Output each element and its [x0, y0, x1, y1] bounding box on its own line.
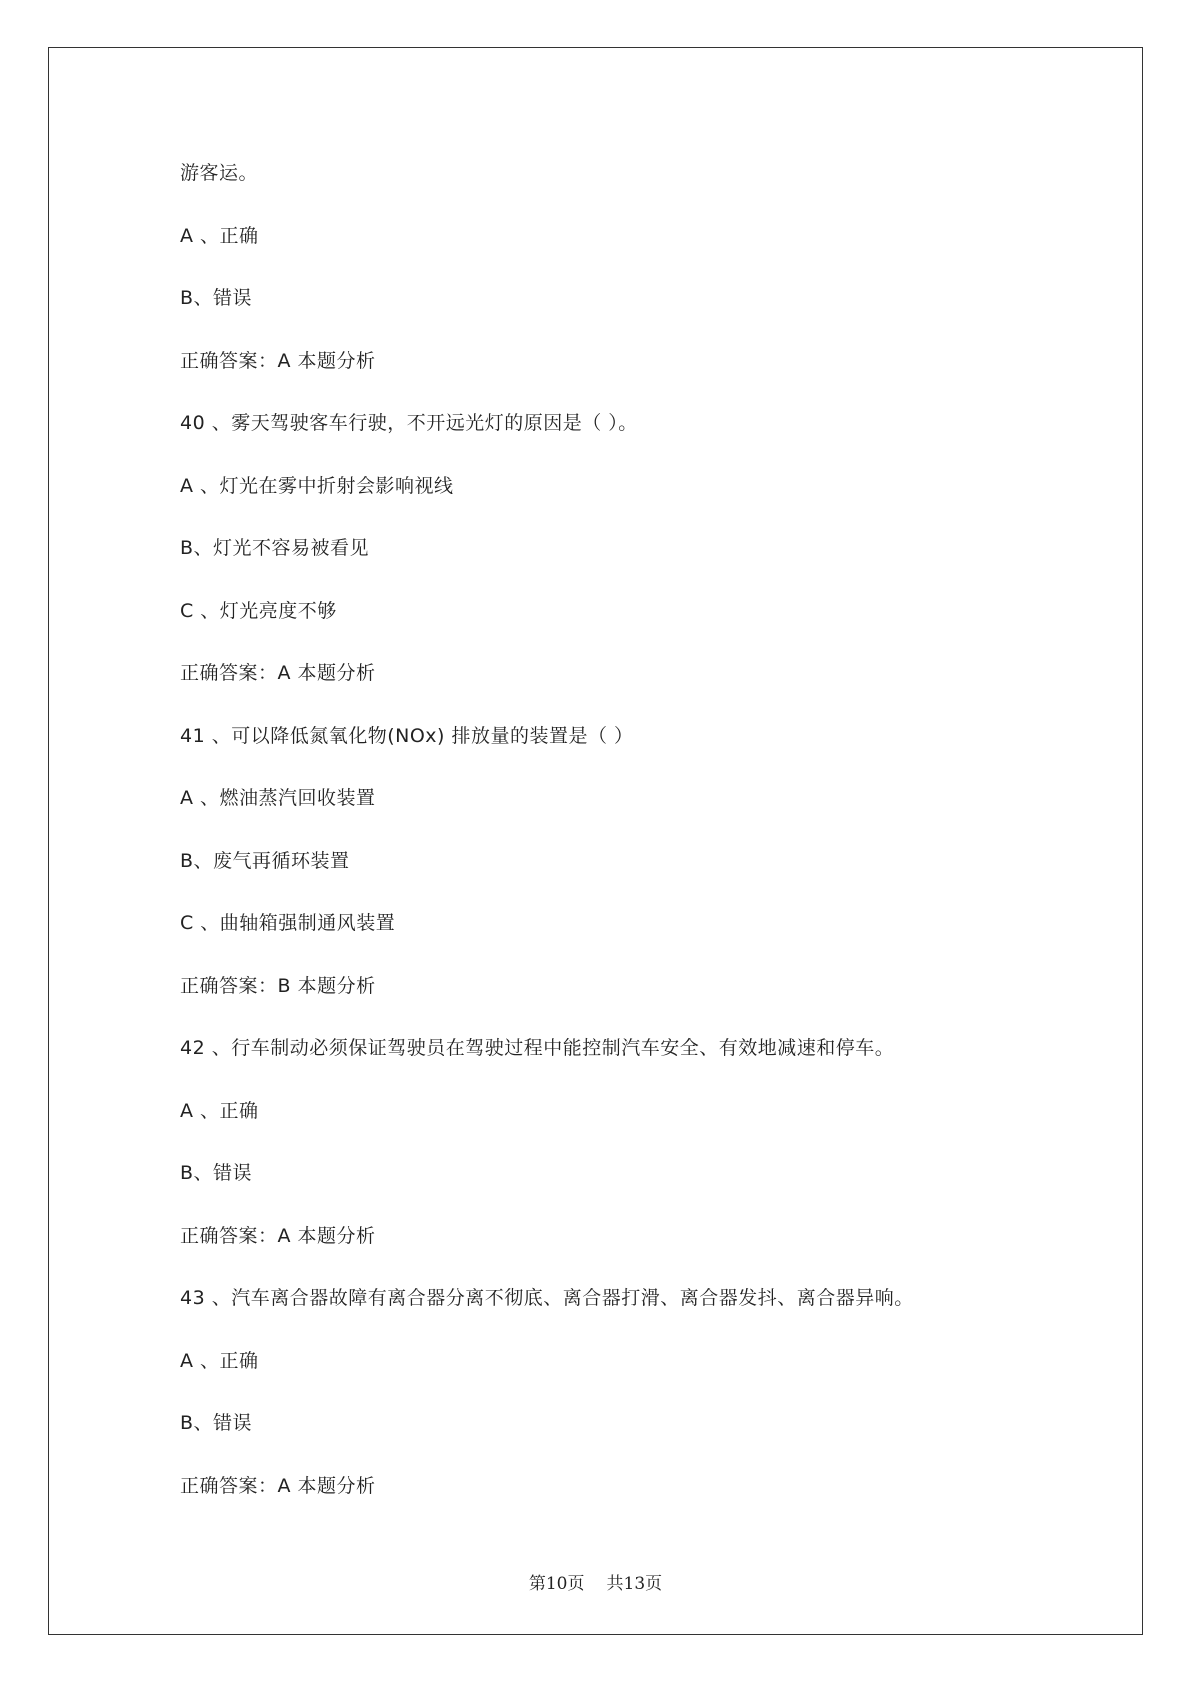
q41-option-a: A 、燃油蒸汽回收装置 — [180, 787, 376, 809]
q41-option-b: B、废气再循环装置 — [180, 849, 350, 872]
q40-question: 40 、雾天驾驶客车行驶，不开远光灯的原因是（ ）。 — [180, 412, 638, 434]
page-number: 第10页 — [528, 1574, 585, 1594]
q40-option-a: A 、灯光在雾中折射会影响视线 — [180, 474, 454, 497]
q40-option-b: B、灯光不容易被看见 — [180, 537, 370, 559]
page-footer — [0, 1569, 1191, 1594]
continuation-text: 游客运。 — [180, 162, 259, 184]
page-total: 共13页 — [606, 1574, 663, 1594]
q43-option-a: A 、正确 — [180, 1349, 259, 1372]
q42-question: 42 、行车制动必须保证驾驶员在驾驶过程中能控制汽车安全、有效地减速和停车。 — [180, 1037, 895, 1059]
document-body — [180, 159, 1110, 1534]
q40-answer: 正确答案：A 本题分析 — [180, 662, 376, 684]
q39-option-a: A 、正确 — [180, 224, 259, 247]
q39-answer: 正确答案：A 本题分析 — [180, 349, 376, 372]
q43-option-b: B、错误 — [180, 1412, 253, 1434]
q41-question: 41 、可以降低氮氧化物(NOx) 排放量的装置是（ ） — [180, 724, 634, 747]
q43-answer: 正确答案：A 本题分析 — [180, 1474, 376, 1497]
q41-answer: 正确答案：B 本题分析 — [180, 974, 376, 997]
q42-option-a: A 、正确 — [180, 1099, 259, 1122]
q39-option-b: B、错误 — [180, 287, 253, 309]
q43-question: 43 、汽车离合器故障有离合器分离不彻底、离合器打滑、离合器发抖、离合器异响。 — [180, 1287, 914, 1309]
q40-option-c: C 、灯光亮度不够 — [180, 599, 337, 622]
q41-option-c: C 、曲轴箱强制通风装置 — [180, 912, 396, 934]
q42-answer: 正确答案：A 本题分析 — [180, 1224, 376, 1247]
q42-option-b: B、错误 — [180, 1162, 253, 1184]
